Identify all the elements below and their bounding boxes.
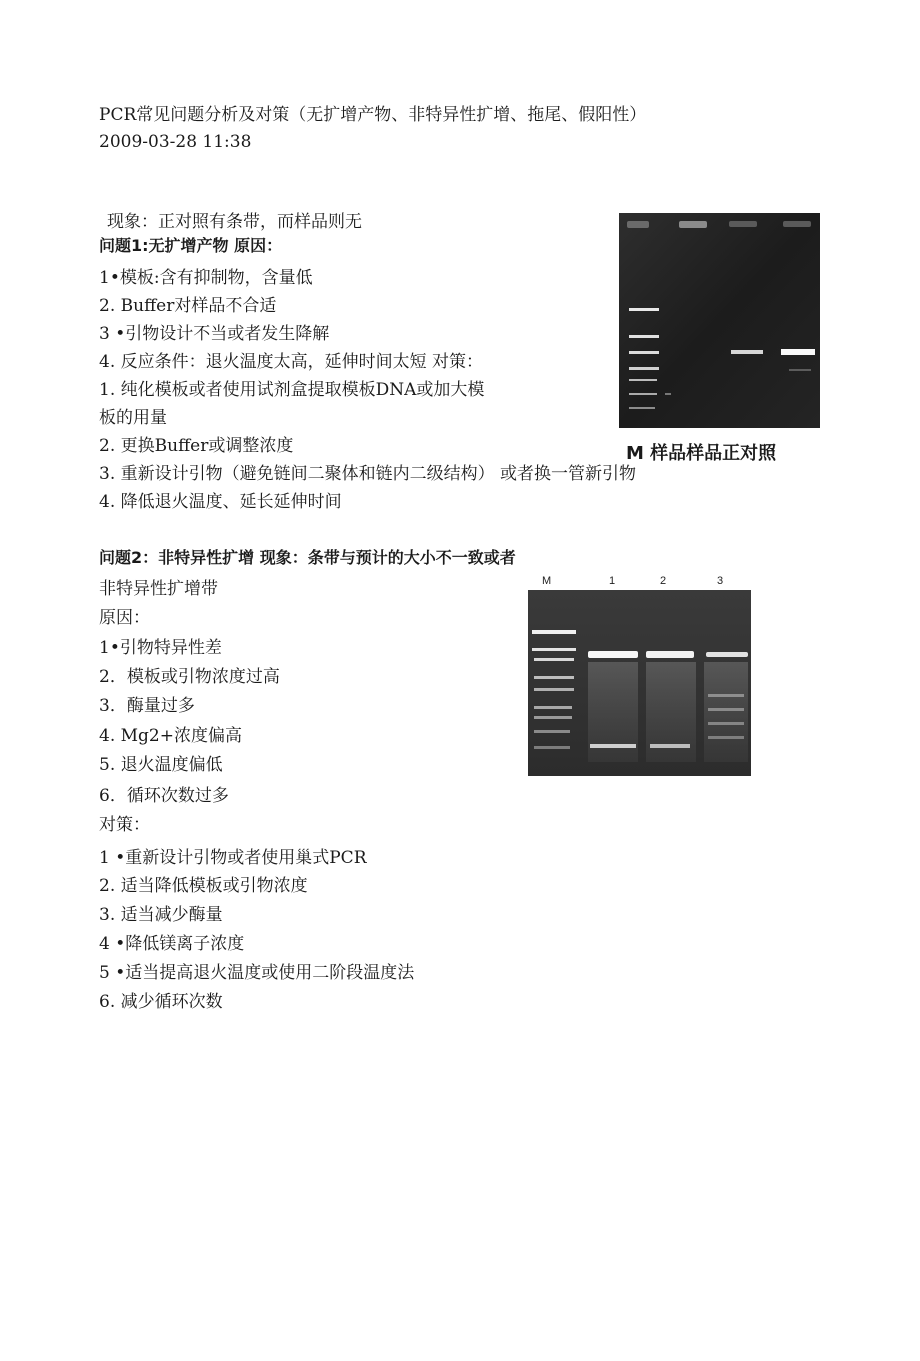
section2-line: 原因： — [99, 608, 150, 628]
section1-line: 3 •引物设计不当或者发生降解 — [99, 324, 330, 344]
section2-line: 非特异性扩增带 — [99, 579, 218, 599]
section2-heading: 问题2：非特异性扩增 现象：条带与预计的大小不一致或者 — [99, 548, 516, 567]
section2-line: 对策： — [99, 815, 150, 835]
section2-line: 1 •重新设计引物或者使用巢式PCR — [99, 848, 367, 868]
section2-line: 6．循环次数过多 — [99, 786, 229, 806]
section1-line: 板的用量 — [99, 408, 167, 428]
section2-line: 5 •适当提高退火温度或使用二阶段温度法 — [99, 963, 415, 983]
gel-lane-label: 3 — [717, 575, 724, 587]
gel-lane-label: 1 — [609, 575, 616, 587]
section1-line: 4. 反应条件：退火温度太高，延伸时间太短 对策： — [99, 352, 484, 372]
section2-line: 4. Mg2+浓度偏高 — [99, 726, 242, 746]
gel-lane-label: 2 — [660, 575, 667, 587]
section2-line: 2．模板或引物浓度过高 — [99, 667, 280, 687]
section1-line: 1. 纯化模板或者使用试剂盒提取模板DNA或加大模 — [99, 380, 485, 400]
section1-line: 1•模板:含有抑制物，含量低 — [99, 268, 313, 288]
document-title: PCR常见问题分析及对策（无扩增产物、非特异性扩增、拖尾、假阳性） — [99, 105, 647, 125]
gel-lane-label: M — [542, 575, 552, 587]
section2-line: 3. 适当减少酶量 — [99, 905, 223, 925]
gel-image-no-product — [619, 213, 820, 428]
section1-phenomenon: 现象：正对照有条带，而样品则无 — [107, 212, 362, 232]
section1-line: 3. 重新设计引物（避免链间二聚体和链内二级结构） 或者换一管新引物 — [99, 464, 637, 484]
section2-line: 2. 适当降低模板或引物浓度 — [99, 876, 308, 896]
section2-line: 4 •降低镁离子浓度 — [99, 934, 245, 954]
section2-line: 5. 退火温度偏低 — [99, 755, 223, 775]
section2-line: 6. 减少循环次数 — [99, 992, 223, 1012]
document-date: 2009-03-28 11:38 — [99, 132, 252, 152]
gel-image-nonspecific — [528, 590, 751, 776]
gel-caption: M 样品样品正对照 — [626, 443, 777, 464]
section1-line: 4. 降低退火温度、延长延伸时间 — [99, 492, 342, 512]
section1-line: 2. Buffer对样品不合适 — [99, 296, 277, 316]
section2-line: 1•引物特异性差 — [99, 638, 222, 658]
section2-line: 3．酶量过多 — [99, 696, 195, 716]
section1-heading: 问题1:无扩增产物 原因： — [99, 236, 283, 255]
section1-line: 2. 更换Buffer或调整浓度 — [99, 436, 294, 456]
